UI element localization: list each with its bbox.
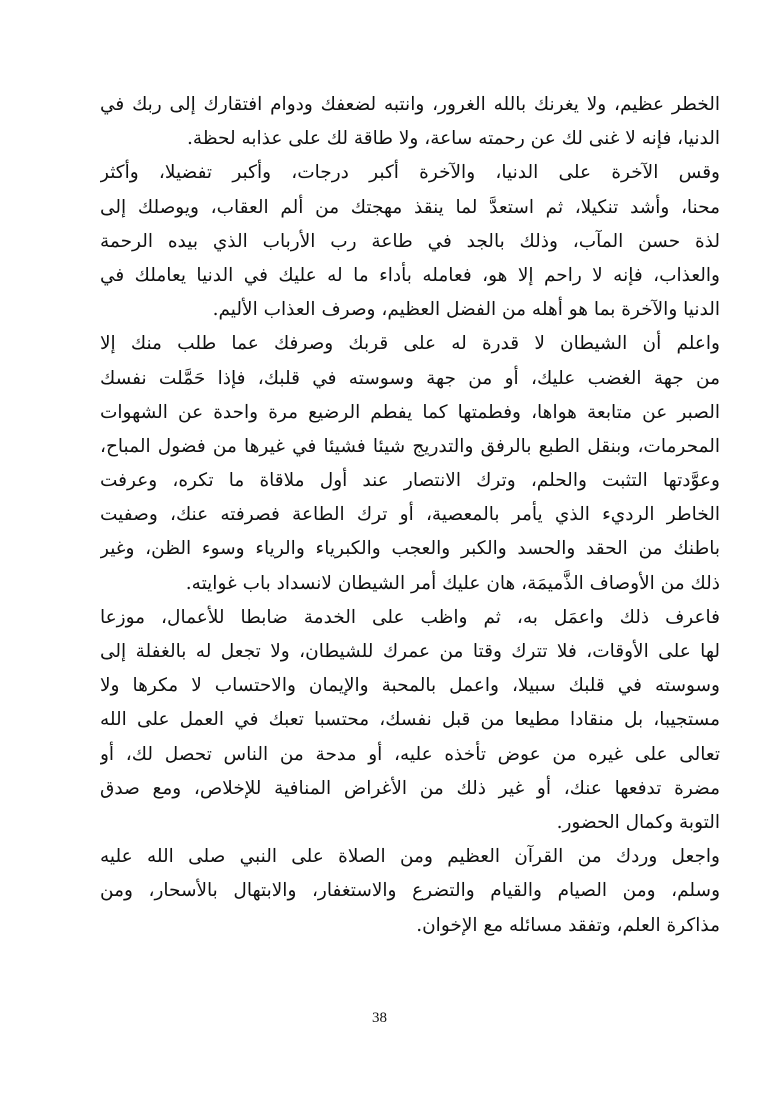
text-line: الخاطر الرديء الذي يأمر بالمعصية، أو ترك الطاعة فصرفته عنك، وصفيت (100, 504, 720, 526)
text-line: وعوَّدتها التثبت والحلم، وترك الانتصار عند أول ملاقاة ما تكره، وعرفت (100, 470, 720, 492)
body-text (100, 88, 720, 943)
text-line: الدنيا والآخرة بما هو أهله من الفضل العظيم، وصرف العذاب الأليم. (212, 299, 720, 321)
text-line: من جهة الغضب عليك، أو من جهة وسوسته في قلبك، فإذا حَمَّلت نفسك (100, 367, 720, 389)
text-line: مستجيبا، بل منقادا مطيعا من قبل نفسك، محتسبا تعبك في العمل على الله (100, 709, 720, 731)
paragraph-start-line: واعلم أن الشيطان لا قدرة له على قربك وصرفك عما طلب منك إلا (100, 333, 720, 355)
text-line: ذلك من الأوصاف الذَّميمَة، هان عليك أمر الشيطان لانسداد باب غوايته. (185, 572, 720, 594)
text-line: الدنيا، فإنه لا غنى لك عن رحمته ساعة، ولا طاقة لك على عذابه لحظة. (187, 128, 720, 150)
text-line: الخطر عظيم، ولا يغرنك بالله الغرور، وانتبه لضعفك ودوام افتقارك إلى ربك في (100, 94, 720, 115)
paragraph-start-line: واجعل وردك من القرآن العظيم ومن الصلاة على النبي صلى الله عليه (100, 846, 720, 868)
text-line: تعالى على غيره من عوض تأخذه عليه، أو مدحة من الناس تحصل لك، أو (100, 743, 720, 765)
text-line: مذاكرة العلم، وتفقد مسائله مع الإخوان. (416, 914, 720, 936)
text-line: المحرمات، وبنقل الطبع بالرفق والتدريج شيئا فشيئا في غيرها من فضول المباح، (100, 435, 720, 457)
text-line: مضرة تدفعها عنك، أو غير ذلك من الأغراض المنافية للإخلاص، ومع صدق (100, 777, 720, 799)
paragraph-start-line: فاعرف ذلك واعمَل به، ثم واظب على الخدمة ضابطا للأعمال، موزعا (100, 606, 720, 628)
text-line: لذة حسن المآب، وذلك بالجد في طاعة رب الأرباب الذي بيده الرحمة (100, 230, 720, 252)
text-line: باطنك من الحقد والحسد والكبر والعجب والكبرياء والرياء وسوء الظن، وغير (100, 538, 720, 560)
text-line: محنا، وأشد تنكيلا، ثم استعدَّ لما ينقذ مهجتك من ألم العقاب، ويوصلك إلى (100, 196, 720, 218)
text-line: وسوسته في قلبك سبيلا، واعمل بالمحبة والإيمان والاحتساب لا مكرها ولا (100, 675, 720, 697)
text-line: والعذاب، فإنه لا راحم إلا هو، فعامله بأداء ما له عليك في الدنيا يعاملك في (100, 264, 720, 286)
text-line: لها على الأوقات، فلا تترك وقتا من عمرك للشيطان، ولا تجعل له بالغفلة إلى (100, 641, 720, 662)
text-line: التوبة وكمال الحضور. (556, 811, 720, 833)
paragraph-start-line: وقس الآخرة على الدنيا، والآخرة أكبر درجات، وأكبر تفضيلا، وأكثر (100, 162, 720, 184)
page-number: 38 (372, 1010, 387, 1026)
text-line: الصبر عن متابعة هواها، وفطمتها كما يفطم الرضيع مرة واحدة عن الشهوات (100, 401, 720, 423)
text-line: وسلم، ومن الصيام والقيام والتضرع والاستغفار، والابتهال بالأسحار، ومن (100, 880, 720, 902)
